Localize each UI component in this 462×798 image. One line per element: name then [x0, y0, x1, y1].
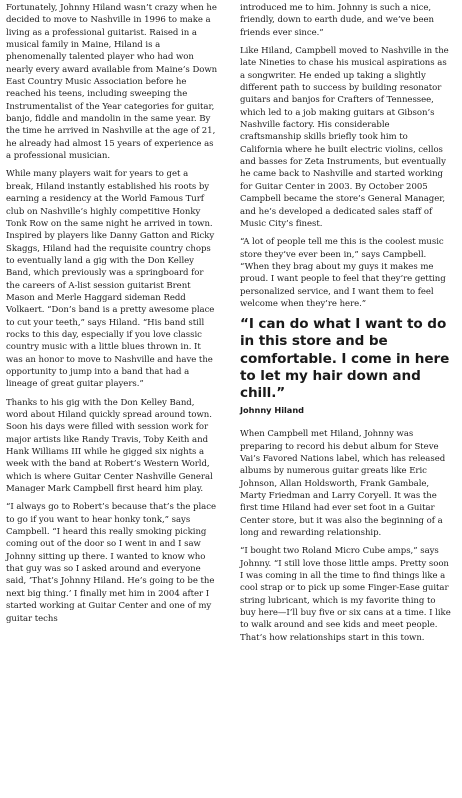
article-paragraph: “A lot of people tell me this is the coolest music store they’ve ever been in,” says Campbell. “When they brag about my guys it makes me proud. I want people to feel that they’re getting personalized service, and I want them to feel welcome when they’re here.”	[240, 237, 446, 309]
right-column	[240, 2, 452, 650]
left-column	[6, 2, 218, 631]
article-paragraph: “I always go to Robert’s because that’s the place to go if you want to hear honky tonk,” says Campbell. “I heard this really smoking picking coming out of the door so I went in and I saw Johnny sitting up there. I wanted to know who that guy was so I asked around and everyone said, ‘That’s Johnny Hiland. He’s going to be the next big thing.’ I finally met him in 2004 after I started working at Guitar Center and one of my guitar techs	[6, 502, 216, 624]
article-paragraph: Like Hiland, Campbell moved to Nashville in the late Nineties to chase his musical aspirations as a songwriter. He ended up taking a slightly different path to success by building resonator guitars and banjos for Crafters of Tennessee, which led to a job making guitars at Gibson’s Nashville factory. His considerable craftsmanship skills briefly took him to California where he built electric violins, cellos and basses for Zeta Instruments, but eventually he came back to Nashville and started working for Guitar Center in 2003. By October 2005 Campbell became the store’s General Manager, and he’s developed a dedicated sales staff of Music City’s finest.	[240, 46, 449, 229]
pull-quote-text: “I can do what I want to do in this store and be comfortable. I come in here to let my hair down and chill.”	[240, 316, 450, 402]
article-paragraph: Thanks to his gig with the Don Kelley Band, word about Hiland quickly spread around town. Soon his days were filled with session work for major artists like Randy Travis, Toby Keith and Hank Williams III while he gigged six nights a week with the band at Robert’s Western World, which is where Guitar Center Nashville General Manager Mark Campbell first heard him play.	[6, 397, 213, 495]
article-paragraph: When Campbell met Hiland, Johnny was preparing to record his debut album for Steve Vai’s Favored Nations label, which has released albums by numerous guitar greats like Eric Johnson, Allan Holdsworth, Frank Gambale, Marty Friedman and Larry Coryell. It was the first time Hiland had ever set foot in a Guitar Center store, but it was also the beginning of a long and rewarding relationship.	[240, 429, 446, 539]
pull-quote-block	[240, 316, 452, 416]
article-paragraph: Fortunately, Johnny Hiland wasn’t crazy when he decided to move to Nashville in 1996 to make a living as a professional guitarist. Raised in a musical family in Maine, Hiland is a phenomenally talented player who had won nearly every award available from Maine’s Down East Country Music Association before he reached his teens, including sweeping the Instrumentalist of the Year categories for guitar, banjo, fiddle and mandolin in the same year. By the time he arrived in Nashville at the age of 21, he already had almost 15 years of experience as a professional musician.	[6, 3, 218, 162]
article-paragraph: While many players wait for years to get a break, Hiland instantly established his roots by earning a residency at the World Famous Turf club on Nashville’s highly competitive Honky Tonk Row on the same night he arrived in town. Inspired by players like Danny Gatton and Ricky Skaggs, Hiland had the requisite country chops to eventually land a gig with the Don Kelley Band, which previously was a springboard for the careers of A-list session guitarist Brent Mason and Merle Haggard sideman Redd Volkaert. “Don’s band is a pretty awesome place to cut your teeth,” says Hiland. “His band still rocks to this day, especially if you love classic country music with a little blues thrown in. It was an honor to move to Nashville and have the opportunity to jump into a band that had a lineage of great guitar players.”	[6, 169, 215, 390]
pull-quote-attribution: Johnny Hiland	[240, 405, 305, 416]
article-paragraph: introduced me to him. Johnny is such a nice, friendly, down to earth dude, and we’ve been friends ever since.”	[240, 3, 434, 38]
article-paragraph: “I bought two Roland Micro Cube amps,” says Johnny. “I still love those little amps. Pretty soon I was coming in all the time to find things like a cool strap or to pick up some Finger-Ease guitar string lubricant, which is my favorite thing to buy here—I’ll buy five or six cans at a time. I like to walk around and see kids and meet people. That’s how relationships start in this town.	[240, 546, 451, 643]
